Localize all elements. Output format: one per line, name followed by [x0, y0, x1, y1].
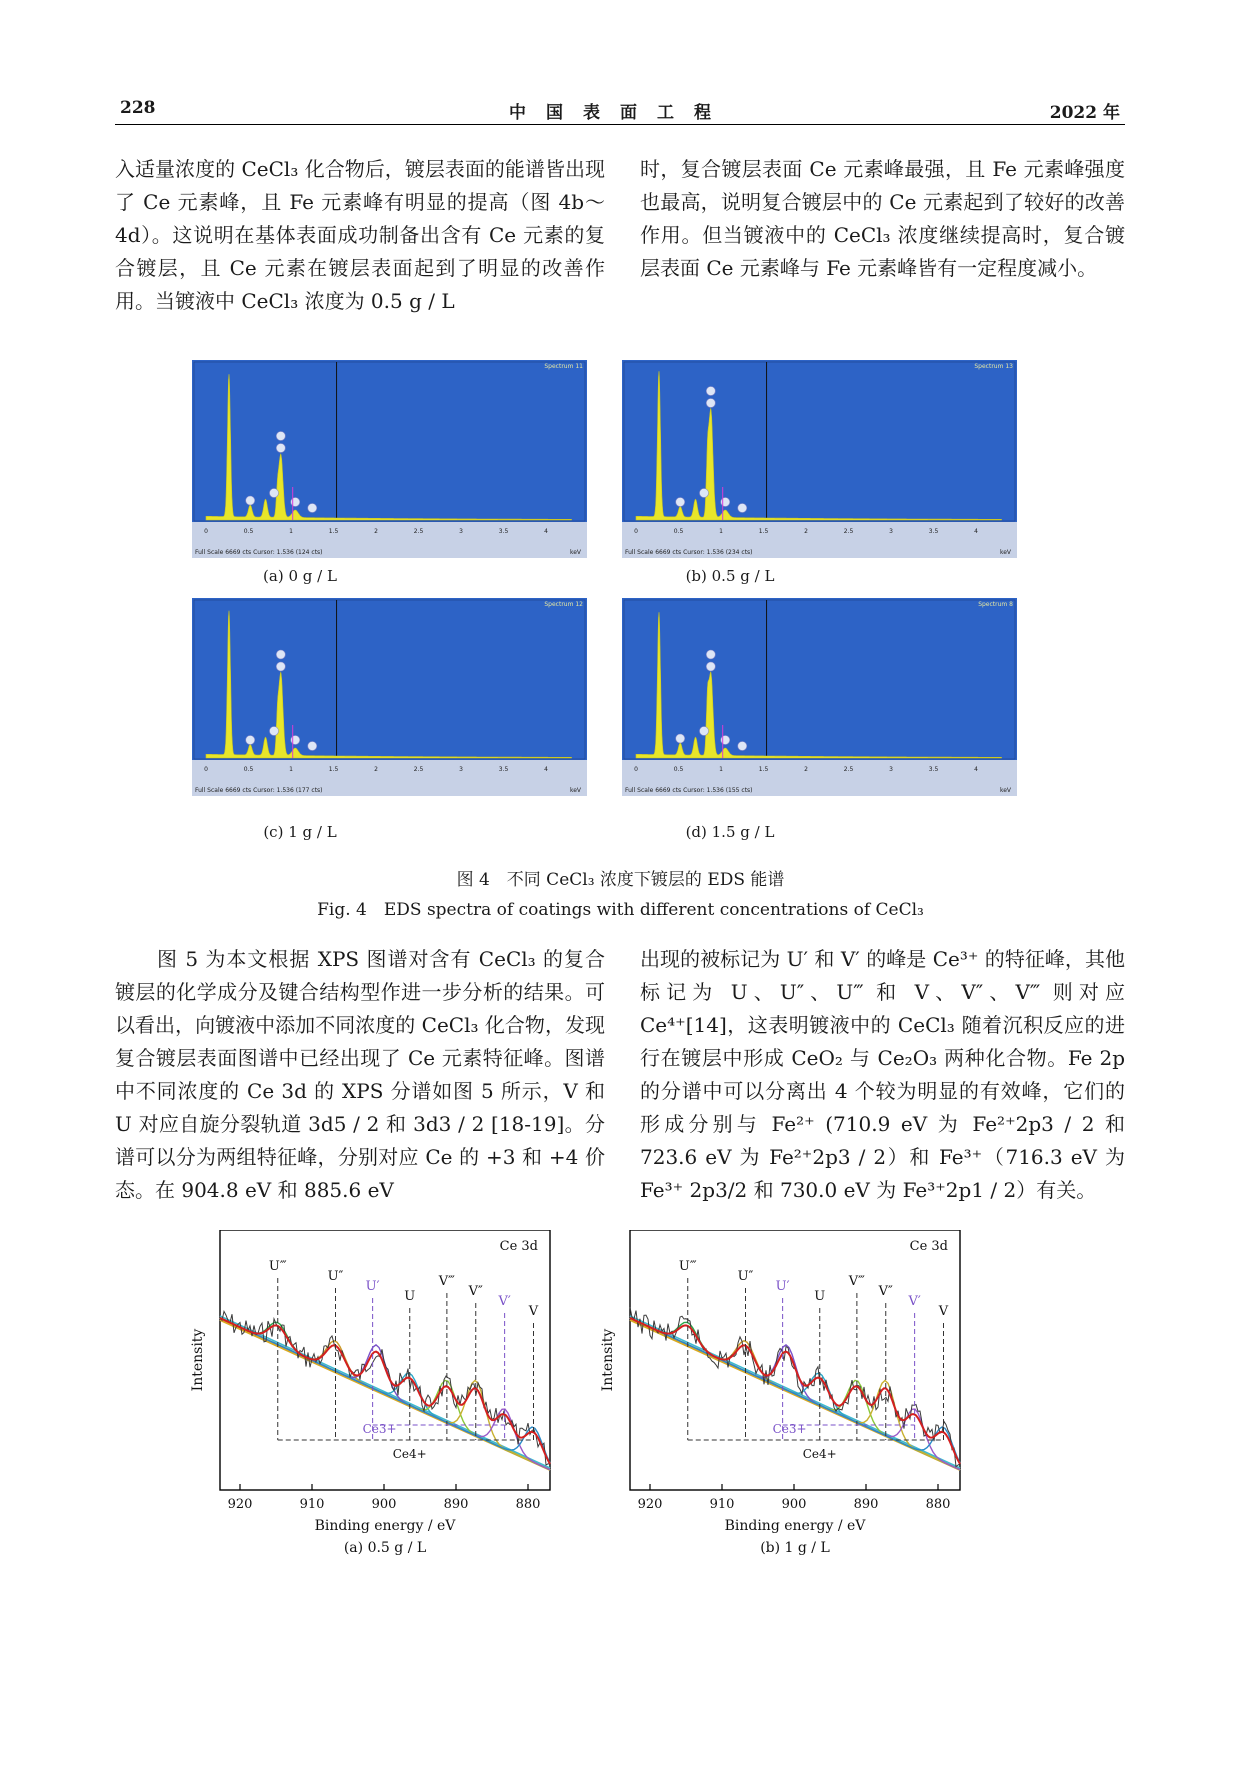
peak-label: U‴ [268, 1259, 287, 1274]
eds-subcaption: (d) 1.5 g / L [685, 823, 775, 841]
y-axis-label: Intensity [600, 1328, 616, 1392]
peak-label: U [814, 1289, 826, 1304]
element-marker [276, 650, 285, 659]
x-tick-label: 2 [804, 528, 808, 535]
element-marker [270, 489, 279, 498]
x-tick-label: 1 [719, 528, 723, 535]
full-scale-readout: Full Scale 6669 cts Cursor: 1.536 (234 cts) [625, 549, 753, 556]
x-tick-label: 0 [204, 766, 208, 773]
spectrum-label: Spectrum 12 [544, 601, 583, 608]
spectrum-label: Spectrum 13 [974, 363, 1013, 370]
xps-plot [165, 1230, 575, 1590]
element-marker [276, 662, 285, 671]
x-tick-label: 890 [443, 1497, 469, 1512]
x-tick-label: 890 [853, 1497, 879, 1512]
x-tick-label: 880 [925, 1497, 951, 1512]
x-tick-label: 3.5 [498, 528, 509, 535]
x-tick-label: 900 [781, 1497, 807, 1512]
eds-subcaption: (a) 0 g / L [263, 567, 337, 585]
element-marker [308, 504, 317, 513]
element-marker [721, 498, 730, 507]
x-tick-label: 4 [974, 766, 978, 773]
x-tick-label: 1 [719, 766, 723, 773]
element-marker [706, 650, 715, 659]
element-marker [291, 736, 300, 745]
ce4-label: Ce4+ [802, 1447, 837, 1461]
peak-label: V″ [878, 1284, 893, 1299]
eds-subcaption: (b) 0.5 g / L [685, 567, 775, 585]
x-tick-label: 1 [289, 528, 293, 535]
eds-plot [192, 598, 587, 796]
year: 2022 年 [1049, 103, 1120, 123]
element-marker [738, 742, 747, 751]
x-tick-label: 3 [889, 528, 893, 535]
element-marker [308, 742, 317, 751]
axis-unit: keV [569, 787, 581, 794]
fit-envelope [630, 1318, 960, 1464]
x-tick-label: 1.5 [328, 528, 339, 535]
x-tick-label: 4 [544, 766, 548, 773]
full-scale-readout: Full Scale 6669 cts Cursor: 1.536 (124 cts) [195, 549, 323, 556]
x-tick-label: 0.5 [673, 766, 684, 773]
peak-label: V″ [468, 1284, 483, 1299]
element-marker [246, 496, 255, 505]
eds-plot [192, 360, 587, 558]
spectrum-label: Spectrum 8 [978, 601, 1013, 608]
eds-subcaption: (c) 1 g / L [263, 823, 337, 841]
ce3-label: Ce3+ [772, 1422, 807, 1436]
axis-unit: keV [569, 549, 581, 556]
x-tick-label: 1.5 [758, 766, 769, 773]
peak-label: V′ [908, 1294, 921, 1309]
x-tick-label: 3.5 [928, 528, 939, 535]
journal-name: 中国表面工程 [509, 103, 731, 123]
xps-subcaption: (a) 0.5 g / L [343, 1540, 427, 1556]
paragraph-1-left: 入适量浓度的 CeCl₃ 化合物后，镀层表面的能谱皆出现了 Ce 元素峰，且 Fe 元素峰有明显的提高（图 4b～4d）。这说明在基体表面成功制备出含有 Ce 元素的复合镀层，且 Ce 元素在镀层表面起到了明显的改善作用。当镀液中 CeCl₃ 浓度为 0.5 g / L [115, 157, 605, 313]
x-tick-label: 4 [544, 528, 548, 535]
peak-label: U′ [775, 1279, 790, 1294]
x-tick-label: 0.5 [673, 528, 684, 535]
element-marker [291, 498, 300, 507]
x-tick-label: 910 [709, 1497, 735, 1512]
x-tick-label: 910 [299, 1497, 325, 1512]
ce3-label: Ce3+ [362, 1422, 397, 1436]
x-axis-label: Binding energy / eV [314, 1518, 456, 1534]
component-peak [630, 1318, 960, 1463]
xps-plot [575, 1230, 985, 1590]
x-tick-label: 0 [204, 528, 208, 535]
paragraph-2-left: 图 5 为本文根据 XPS 图谱对含有 CeCl₃ 的复合镀层的化学成分及键合结构型作进一步分析的结果。可以看出，向镀液中添加不同浓度的 CeCl₃ 化合物，发现复合镀层表面图谱中已经出现了 Ce 元素特征峰。图谱中不同浓度的 Ce 3d 的 XPS 分谱如图 5 所示，V 和 U 对应自旋分裂轨道 3d5 / 2 和 3d3 / 2 [18-19]。分谱可以分为两组特征峰，分别对应 Ce 的 +3 和 +4 价态。在 904.8 eV 和 885.6 eV [115, 947, 605, 1202]
x-tick-label: 0.5 [243, 528, 254, 535]
plot-frame [194, 600, 585, 759]
x-tick-label: 2 [804, 766, 808, 773]
element-marker [246, 736, 255, 745]
peak-label: U″ [737, 1269, 754, 1284]
peak-label: V′ [498, 1294, 511, 1309]
peak-label: U″ [327, 1269, 344, 1284]
eds-panel [192, 360, 587, 558]
x-tick-label: 3 [889, 766, 893, 773]
element-marker [676, 734, 685, 743]
fit-envelope [220, 1318, 550, 1464]
spectrum-trace [206, 611, 572, 758]
page-number: 228 [120, 98, 156, 118]
peak-label: V [938, 1304, 949, 1319]
peak-label: U [404, 1289, 416, 1304]
peak-label: U‴ [678, 1259, 697, 1274]
element-marker [276, 432, 285, 441]
x-tick-label: 2 [374, 528, 378, 535]
x-tick-label: 1.5 [758, 528, 769, 535]
x-tick-label: 1 [289, 766, 293, 773]
full-scale-readout: Full Scale 6669 cts Cursor: 1.536 (177 cts) [195, 787, 323, 794]
header-rule [115, 124, 1125, 125]
axis-unit: keV [999, 787, 1011, 794]
peak-label: V‴ [438, 1274, 455, 1289]
x-tick-label: 2.5 [413, 766, 424, 773]
panel-title: Ce 3d [909, 1239, 948, 1254]
x-tick-label: 0.5 [243, 766, 254, 773]
spectrum-trace [636, 612, 1002, 758]
eds-plot [622, 598, 1017, 796]
raw-data-trace [630, 1307, 960, 1466]
x-tick-label: 920 [227, 1497, 253, 1512]
x-axis-label: Binding energy / eV [724, 1518, 866, 1534]
paragraph-2-right: 出现的被标记为 U′ 和 V′ 的峰是 Ce³⁺ 的特征峰，其他标记为 U、U″、U‴ 和 V、V″、V‴ 则对应 Ce⁴⁺[14]，这表明镀液中的 CeCl₃ 随着沉积反应的进行在镀层中形成 CeO₂ 与 Ce₂O₃ 两种化合物。Fe 2p 的分谱中可以分离出 4 个较为明显的有效峰，它们的形成分别与 Fe²⁺ (710.9 eV 为 Fe²⁺2p3 / 2 和 723.6 eV 为 Fe²⁺2p3 / 2）和 Fe³⁺（716.3 eV 为 Fe³⁺ 2p3/2 和 730.0 eV 为 Fe³⁺2p1 / 2）有关。 [640, 947, 1125, 1202]
x-tick-label: 920 [637, 1497, 663, 1512]
panel-title: Ce 3d [499, 1239, 538, 1254]
peak-label: V‴ [848, 1274, 865, 1289]
element-marker [276, 444, 285, 453]
x-tick-label: 0 [634, 528, 638, 535]
spectrum-label: Spectrum 11 [544, 363, 583, 370]
xps-subcaption: (b) 1 g / L [760, 1540, 830, 1556]
ce4-label: Ce4+ [392, 1447, 427, 1461]
eds-plot [622, 360, 1017, 558]
x-tick-label: 3.5 [498, 766, 509, 773]
x-tick-label: 1.5 [328, 766, 339, 773]
element-marker [738, 504, 747, 513]
spectrum-trace [206, 374, 572, 520]
element-marker [270, 727, 279, 736]
x-tick-label: 4 [974, 528, 978, 535]
y-axis-label: Intensity [190, 1328, 206, 1392]
peak-label: U′ [365, 1279, 380, 1294]
peak-label: V [528, 1304, 539, 1319]
plot-frame [624, 362, 1015, 521]
element-marker [706, 399, 715, 408]
eds-panel [622, 598, 1017, 796]
element-marker [676, 498, 685, 507]
x-tick-label: 2.5 [413, 528, 424, 535]
element-marker [706, 387, 715, 396]
x-tick-label: 0 [634, 766, 638, 773]
x-tick-label: 880 [515, 1497, 541, 1512]
full-scale-readout: Full Scale 6669 cts Cursor: 1.536 (155 cts) [625, 787, 753, 794]
x-tick-label: 2.5 [843, 766, 854, 773]
eds-panel [192, 598, 587, 796]
fig4-caption-en: Fig. 4 EDS spectra of coatings with different concentrations of CeCl₃ [317, 900, 924, 920]
fig4-caption-cn: 图 4 不同 CeCl₃ 浓度下镀层的 EDS 能谱 [456, 870, 785, 890]
element-marker [700, 489, 709, 498]
running-header [120, 98, 1120, 126]
element-marker [706, 662, 715, 671]
x-tick-label: 2.5 [843, 528, 854, 535]
axis-unit: keV [999, 549, 1011, 556]
paragraph-1-right: 时，复合镀层表面 Ce 元素峰最强，且 Fe 元素峰强度也最高，说明复合镀层中的 Ce 元素起到了较好的改善作用。但当镀液中的 CeCl₃ 浓度继续提高时，复合镀层表面 Ce 元素峰与 Fe 元素峰皆有一定程度减小。 [640, 157, 1125, 280]
element-marker [700, 727, 709, 736]
x-tick-label: 3 [459, 528, 463, 535]
eds-panel [622, 360, 1017, 558]
spectrum-trace [636, 371, 1002, 520]
x-tick-label: 3.5 [928, 766, 939, 773]
x-tick-label: 900 [371, 1497, 397, 1512]
element-marker [721, 736, 730, 745]
component-peak [220, 1318, 550, 1463]
x-tick-label: 3 [459, 766, 463, 773]
x-tick-label: 2 [374, 766, 378, 773]
raw-data-trace [220, 1311, 550, 1465]
